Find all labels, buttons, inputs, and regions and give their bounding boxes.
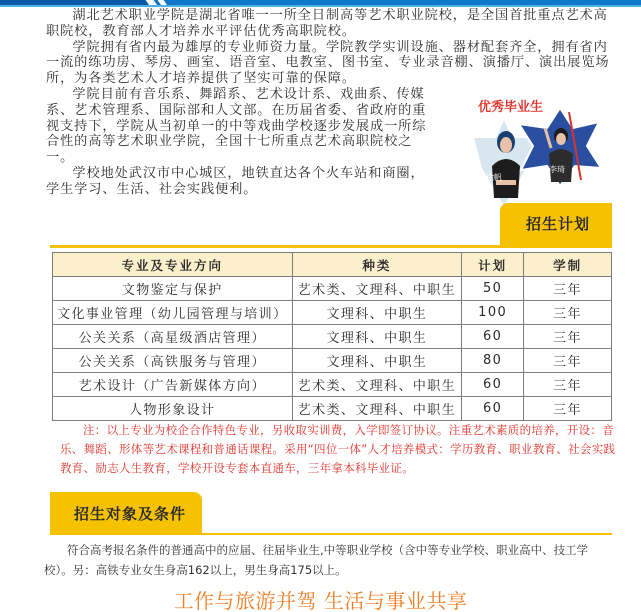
graduates-title: 优秀毕业生 — [478, 100, 544, 115]
cell-category: 艺术类、文理科、中职生 — [292, 277, 462, 301]
cell-major: 公关关系（高星级酒店管理） — [53, 325, 293, 349]
table-row — [53, 349, 612, 373]
graduate-photo-image — [515, 106, 605, 188]
table-row — [53, 301, 612, 325]
plan-note — [60, 421, 620, 478]
cell-quota: 60 — [462, 397, 524, 421]
cell-duration: 三年 — [524, 397, 612, 421]
plan-section-title: 招生计划 — [526, 215, 591, 233]
plan-note-text: 注：以上专业为校企合作特色专业，另收取实训费，入学即签订协议。注重艺术素质的培养，开设：音乐、舞蹈、形体等艺术课程和普通话课程。采用“四位一体”人才培养模式：学历教育、职业教育、社会实践教育、励志人生教育，学校开设专套本直通车，三年拿本科毕业证。 — [60, 423, 616, 475]
cell-category: 文理科、中职生 — [292, 325, 462, 349]
graduate-name-label: 李琦 — [549, 165, 565, 174]
intro-paragraph: 湖北艺术职业学院是湖北省唯一一所全日制高等艺术职业院校，是全国首批重点艺术高职院校，教育部人才培养水平评估优秀高职院校。 — [46, 8, 608, 39]
cell-duration: 三年 — [524, 373, 612, 397]
cell-quota: 60 — [462, 373, 524, 397]
table-row — [53, 325, 612, 349]
cell-major: 文物鉴定与保护 — [53, 277, 293, 301]
header-duration: 学制 — [524, 253, 612, 277]
graduate-name-label: 徐帆 — [486, 173, 502, 182]
conditions-body — [44, 540, 614, 580]
table-header-row — [53, 253, 612, 277]
cell-duration: 三年 — [524, 301, 612, 325]
table-row — [53, 277, 612, 301]
conditions-section-title: 招生对象及条件 — [74, 505, 187, 523]
cell-major: 人物形象设计 — [53, 397, 293, 421]
header-banner — [0, 0, 641, 7]
intro-paragraph: 学校地处武汉市中心城区，地铁直达各个火车站和商圈，学生学习、生活、社会实践便利。 — [46, 165, 425, 197]
cell-category: 文理科、中职生 — [292, 301, 462, 325]
cell-duration: 三年 — [524, 349, 612, 373]
cell-duration: 三年 — [524, 325, 612, 349]
cell-duration: 三年 — [524, 277, 612, 301]
cell-quota: 80 — [462, 349, 524, 373]
slogan: 工作与旅游并驾 生活与事业共享 — [173, 589, 468, 612]
cell-major: 文化事业管理（幼儿园管理与培训） — [53, 301, 293, 325]
cell-category: 艺术类、文理科、中职生 — [292, 373, 462, 397]
plan-divider — [50, 245, 612, 248]
cell-major: 艺术设计（广告新媒体方向） — [53, 373, 293, 397]
header-quota: 计划 — [462, 253, 524, 277]
cell-category: 艺术类、文理科、中职生 — [292, 397, 462, 421]
cell-quota: 60 — [462, 325, 524, 349]
plan-section-tab — [500, 203, 612, 245]
cell-category: 文理科、中职生 — [292, 349, 462, 373]
table-row — [53, 397, 612, 421]
banner-light-line — [0, 5, 641, 7]
enrollment-plan-table — [52, 252, 612, 421]
cell-quota: 100 — [462, 301, 524, 325]
cell-quota: 50 — [462, 277, 524, 301]
conditions-text: 符合高考报名条件的普通高中的应届、往届毕业生,中等职业学校（含中等专业学校、职业高中、技工学校）。另：高铁专业女生身高162以上，男生身高175以上。 — [44, 543, 589, 577]
table-row — [53, 373, 612, 397]
cell-major: 公关关系（高铁服务与管理） — [53, 349, 293, 373]
conditions-divider — [50, 533, 612, 535]
intro-paragraph: 学院拥有省内最为雄厚的专业师资力量。学院教学实训设施、器材配套齐全，拥有省内一流的练功房、琴房、画室、语音室、电教室、图书室、专业录音棚、演播厅、演出展览场所，为各类艺术人才培养提供了坚实可靠的保障。 — [46, 39, 610, 87]
header-category: 种类 — [292, 253, 462, 277]
conditions-section-tab — [50, 492, 202, 534]
graduate-photo-li — [515, 106, 605, 188]
header-major: 专业及专业方向 — [53, 253, 293, 277]
intro-paragraph: 学院目前有音乐系、舞蹈系、艺术设计系、戏曲系、传媒系、艺术管理系、国际部和人文部。在历届省委、省政府的重视支持下，学院从当初单一的中等戏曲学校逐步发展成一所综合性的高等艺术职业学院，全国十七所重点艺术高职院校之一。 — [46, 86, 427, 166]
